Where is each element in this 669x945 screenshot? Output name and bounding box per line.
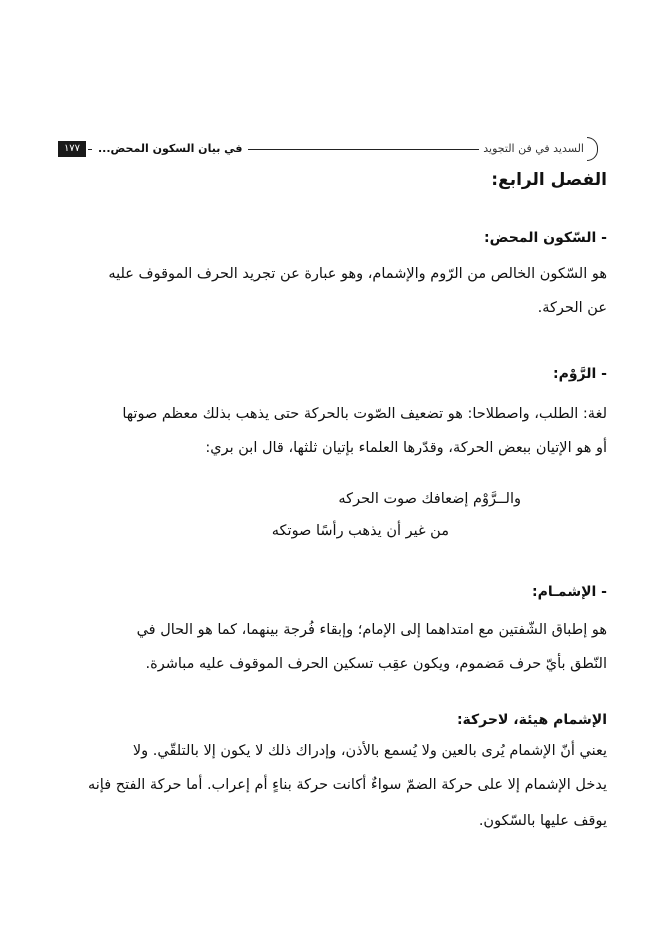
paragraph-line: عن الحركة. bbox=[537, 300, 607, 316]
verse-line: من غير أن يذهب رأسًا صوتكه bbox=[271, 523, 449, 539]
section-heading-ishmam: - الإشمـام: bbox=[532, 584, 607, 600]
paragraph-line: هو السّكون الخالص من الرّوم والإشمام، وهو عبارة عن تجريد الحرف الموقوف عليه bbox=[108, 266, 607, 282]
book-title-bracket-right bbox=[587, 137, 598, 161]
paragraph-line: النّطق بأيّ حرف مَضموم، ويكون عقِب تسكين الحرف الموقوف عليه مباشرة. bbox=[145, 656, 607, 672]
header-chapter-title: في بيان السكون المحض... bbox=[92, 141, 248, 157]
verse-line: والــرَّوْم إضعافك صوت الحركه bbox=[338, 491, 521, 507]
paragraph-line: هو إطباق الشّفتين مع امتداهما إلى الإمام؛ وإبقاء فُرجة بينهما، كما هو الحال في bbox=[136, 622, 607, 638]
running-header bbox=[58, 139, 598, 161]
section-heading-rawm: - الرَّوْم: bbox=[552, 366, 607, 382]
paragraph-line: أو هو الإتيان ببعض الحركة، وقدّرها العلماء بإتيان ثلثها، قال ابن بري: bbox=[205, 440, 607, 456]
paragraph-line: يعني أنّ الإشمام يُرى بالعين ولا يُسمع بالأذن، وإدراك ذلك لا يكون إلا بالتلقّي. ولا bbox=[132, 743, 607, 759]
chapter-title: الفصل الرابع: bbox=[491, 170, 607, 190]
section-heading-ishmam-form: الإشمام هيئة، لاحركة: bbox=[456, 712, 607, 728]
header-book-title: السديد في فن التجويد bbox=[479, 140, 588, 158]
paragraph-line: يوقف عليها بالسّكون. bbox=[478, 813, 607, 829]
paragraph-line: لغة: الطلب، واصطلاحا: هو تضعيف الصّوت بالحركة حتى يذهب بذلك معظم صوتها bbox=[122, 406, 607, 422]
page-number: ١٧٧ bbox=[58, 141, 86, 157]
section-heading-sukun: - السّكون المحض: bbox=[484, 230, 607, 246]
paragraph-line: يدخل الإشمام إلا على حركة الضمّ سواءٌ أكانت حركة بناءٍ أم إعراب. أما حركة الفتح فإنه bbox=[87, 777, 607, 793]
